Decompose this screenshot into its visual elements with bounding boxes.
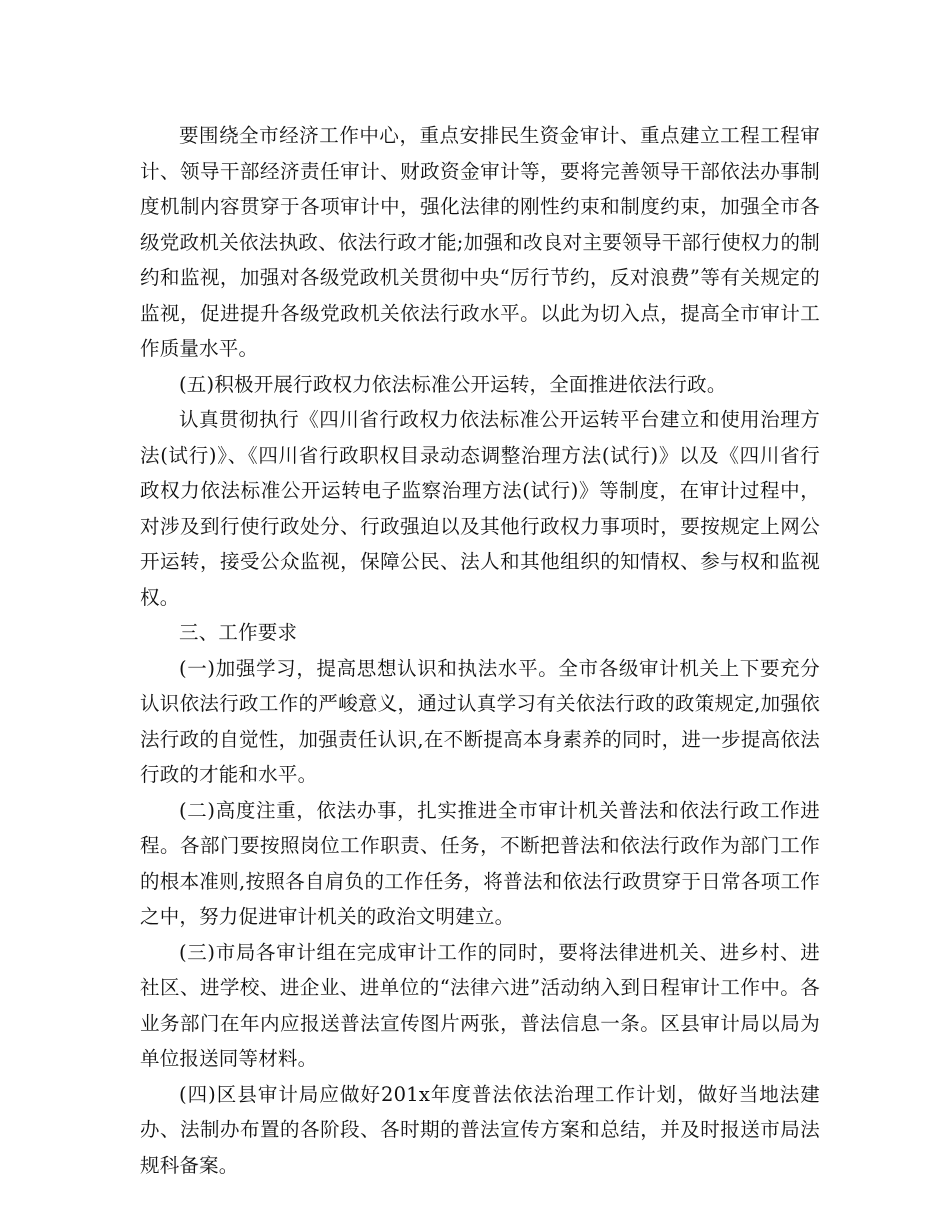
paragraph-audit-focus: 要围绕全市经济工作中心，重点安排民生资金审计、重点建立工程工程审计、领导干部经济责任审计、财政资金审计等，要将完善领导干部依法办事制度机制内容贯穿于各项审计中，强化法律的刚性约束和制度约束，加强全市各级党政机关依法执政、依法行政才能;加强和改良对主要领导干部行使权力的制约和监视，加强对各级党政机关贯彻中央“厉行节约，反对浪费”等有关规定的监视，促进提升各级党政机关依法行政水平。以此为切入点，提高全市审计工作质量水平。 bbox=[140, 124, 820, 360]
section-heading-work-requirements: 三、工作要求 bbox=[179, 621, 298, 644]
paragraph-requirement-four: (四)区县审计局应做好201x年度普法依法治理工作计划，做好当地法建办、法制办布置的各阶段、各时期的普法宣传方案和总结，并及时报送市局法规科备案。 bbox=[140, 1082, 820, 1177]
paragraph-heading-five: (五)积极开展行政权力依法标准公开运转，全面推进依法行政。 bbox=[179, 372, 727, 396]
document-body bbox=[140, 118, 820, 1183]
paragraph-implement-regulations: 认真贯彻执行《四川省行政权力依法标准公开运转平台建立和使用治理方法(试行)》、《四川省行政职权目录动态调整治理方法(试行)》以及《四川省行政权力依法标准公开运转电子监察治理方法(试行)》等制度，在审计过程中，对涉及到行使行政处分、行政强迫以及其他行政权力事项时，要按规定上网公开运转，接受公众监视，保障公民、法人和其他组织的知情权、参与权和监视权。 bbox=[140, 408, 820, 609]
paragraph-requirement-three: (三)市局各审计组在完成审计工作的同时，要将法律进机关、进乡村、进社区、进学校、进企业、进单位的“法律六进”活动纳入到日程审计工作中。各业务部门在年内应报送普法宣传图片两张，普法信息一条。区县审计局以局为单位报送同等材料。 bbox=[140, 940, 820, 1070]
paragraph-requirement-one: (一)加强学习，提高思想认识和执法水平。全市各级审计机关上下要充分认识依法行政工作的严峻意义，通过认真学习有关依法行政的政策规定,加强依法行政的自觉性，加强责任认识,在不断提高本身素养的同时，进一步提高依法行政的才能和水平。 bbox=[140, 656, 820, 786]
paragraph-requirement-two: (二)高度注重，依法办事，扎实推进全市审计机关普法和依法行政工作进程。各部门要按照岗位工作职责、任务，不断把普法和依法行政作为部门工作的根本准则,按照各自肩负的工作任务，将普法和依法行政贯穿于日常各项工作之中，努力促进审计机关的政治文明建立。 bbox=[140, 798, 820, 928]
